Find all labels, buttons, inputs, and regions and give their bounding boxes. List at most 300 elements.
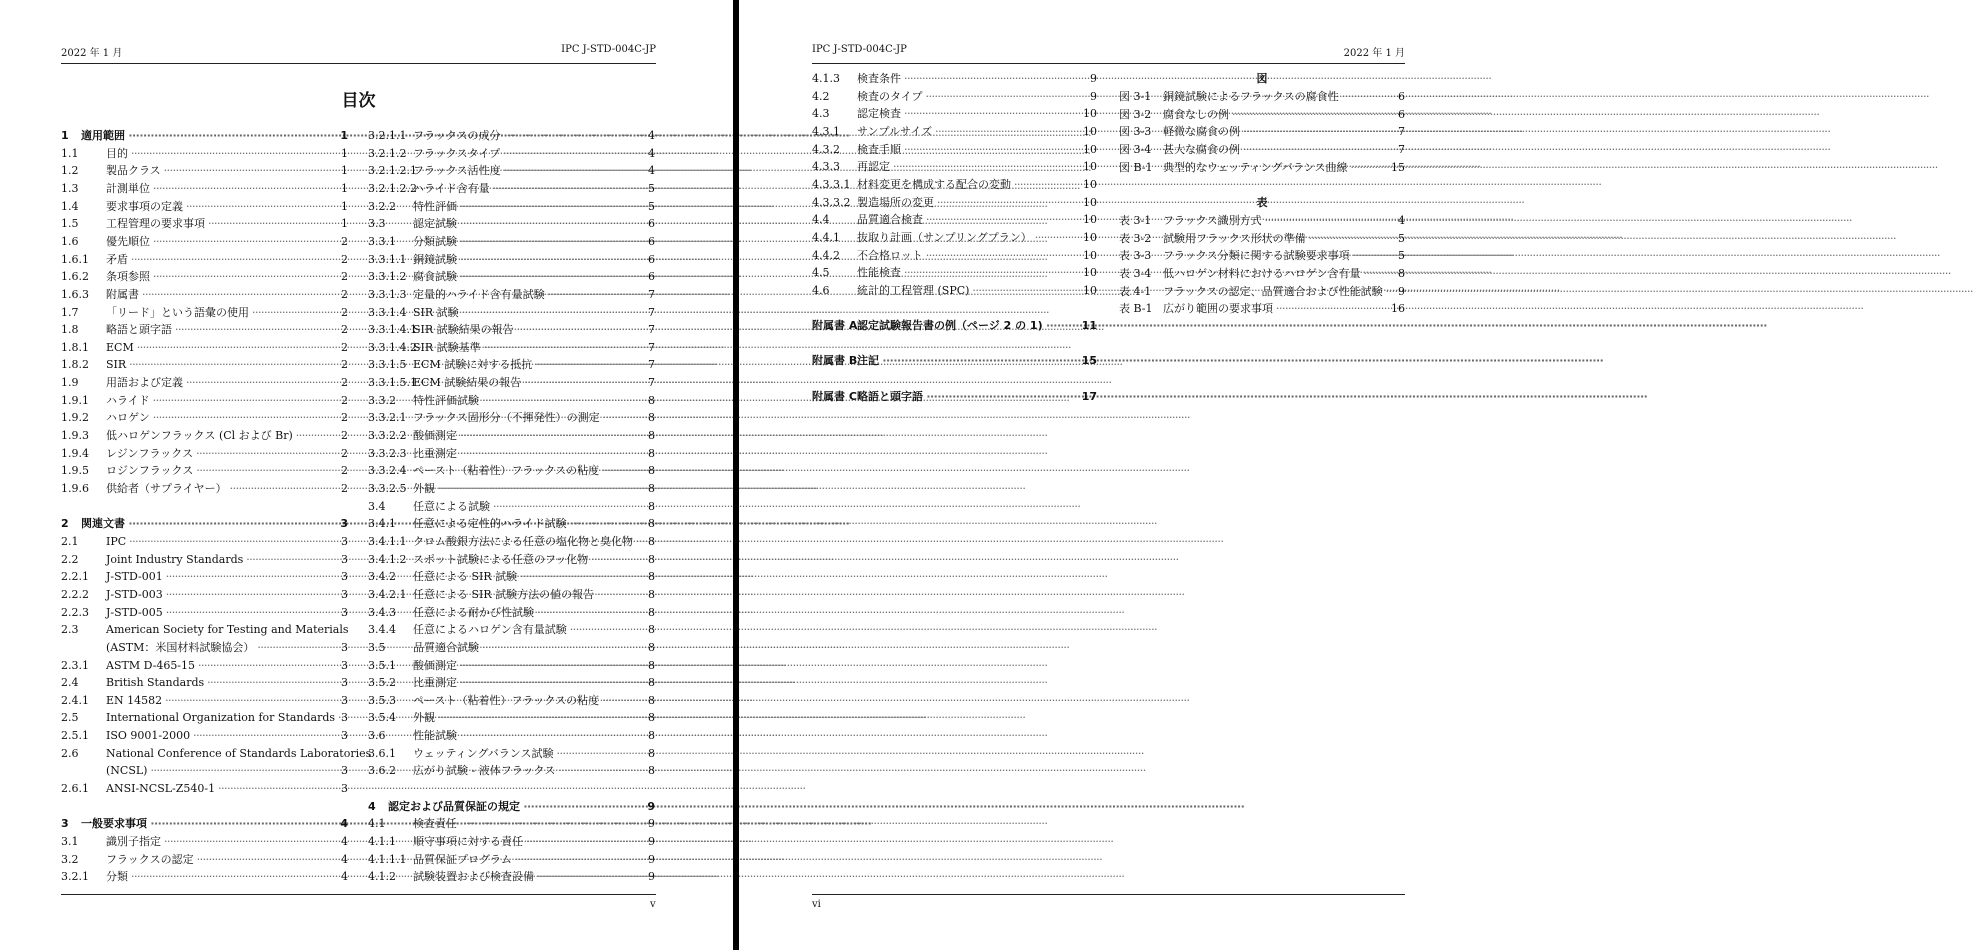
toc-entry-number: 4.4.1 [812,230,840,244]
toc-entry-number: 2.2.1 [61,570,89,584]
toc-entry[interactable] [368,851,655,869]
toc-entry[interactable] [61,356,348,374]
toc-entry[interactable] [61,268,348,286]
toc-entry[interactable] [61,321,348,339]
toc-entry-number: 4.4.2 [812,248,840,262]
toc-entry-title: 特性評価 ····· [413,198,639,216]
toc-entry-title: 認定検査 ····· [857,105,1081,123]
toc-entry-page: 10 [1083,230,1097,244]
toc-entry[interactable] [368,268,655,286]
toc-entry-page: 15 [1081,354,1097,368]
tables-heading: 表 [1256,196,1268,209]
toc-entry-title: ロジンフラックス ····· [106,462,332,480]
toc-entry-number: 2.4 [61,676,79,690]
toc-entry-title: フラックスの認定 ····· [106,851,332,869]
toc-entry-title: 試験装置および検査設備 ····· [413,868,639,886]
toc-entry[interactable] [368,533,655,551]
toc-entry-page: 8 [648,482,655,495]
toc-entry[interactable] [368,868,655,886]
toc-entry-title: SIR 試験結果の報告 ····· [413,321,639,339]
toc-entry[interactable] [812,211,1097,229]
toc-entry-title: 製造場所の変更 ····· [857,194,1081,212]
toc-entry-title: ハライド ····· [106,392,332,410]
toc-entry-number: 1.1 [61,146,79,160]
toc-entry-number: 3.6.2 [368,764,396,778]
toc-entry-number: 4.1.1.1 [368,852,407,866]
toc-entry-number: 3.3.1.4.2 [368,340,417,354]
toc-entry-page: 15 [1391,160,1405,174]
toc-entry[interactable] [61,727,348,745]
toc-entry-page: 10 [1083,177,1097,191]
toc-entry-page: 10 [1083,283,1097,297]
toc-entry[interactable] [61,692,348,710]
toc-entry[interactable] [368,727,655,745]
toc-entry[interactable] [61,657,348,675]
toc-entry-number: 3.5.3 [368,693,396,707]
toc-entry-page: 10 [1083,124,1097,138]
toc-entry-title: 酸価測定 ····· [413,427,639,445]
toc-entry-title: 略語と頭字語 ····· [857,388,1081,406]
toc-entry-page: 9 [647,799,655,813]
toc-entry-number: 3.3.2 [368,393,396,407]
toc-entry-number: 2.5.1 [61,729,89,743]
toc-entry-title: クロム酸銀方法による任意の塩化物と臭化物 ····· [413,533,639,551]
toc-entry[interactable] [368,374,655,392]
toc-entry-number: 3.3 [368,217,386,231]
toc-entry-page: 6 [648,270,655,284]
toc-entry[interactable] [368,568,655,586]
toc-entry[interactable] [61,215,348,233]
toc-entry-number: 2.5 [61,711,79,725]
toc-entry[interactable] [61,851,348,869]
toc-entry[interactable] [61,639,348,657]
toc-entry-page: 9 [648,870,655,884]
toc-entry[interactable] [812,194,1097,212]
toc-entry[interactable] [61,551,348,569]
toc-entry-number: 3.3.2.3 [368,446,407,460]
toc-entry-page: 1 [340,129,348,142]
toc-entry-page: 5 [648,181,655,195]
toc-entry-page: 7 [648,287,655,301]
toc-entry[interactable] [1119,123,1405,141]
toc-entry[interactable] [61,233,348,251]
toc-entry-title: 定量的ハライド含有量試験 ····· [413,286,639,304]
toc-entry-number: 4.5 [812,266,830,280]
toc-entry-page: 3 [341,693,348,707]
toc-entry-title: 注記 ····· [857,352,1081,370]
toc-entry-title: 不合格ロット ····· [857,247,1081,265]
toc-entry[interactable] [61,674,348,692]
toc-entry-page: 8 [648,764,655,778]
toc-entry-page: 3 [341,764,348,778]
toc-entry-title: ASTM D-465-15 ····· [106,657,332,675]
toc-entry[interactable] [61,480,348,498]
toc-entry-title: American Society for Testing and Materials [106,623,349,637]
toc-entry-page: 10 [1083,248,1097,262]
toc-entry-title: ペースト（粘着性）フラックスの粘度 ····· [413,462,639,480]
toc-entry-page: 8 [648,464,655,478]
toc-entry[interactable] [368,692,655,710]
header-doc-id: IPC J-STD-004C-JP [812,44,907,55]
toc-entry[interactable] [1119,230,1405,248]
toc-entry-number: 3.5 [368,640,386,654]
toc-entry-number: 3.3.1.2 [368,270,407,284]
toc-entry-page: 8 [648,570,655,584]
toc-entry[interactable] [61,180,348,198]
toc-entry-number: 3.2.1 [61,870,89,884]
toc-entry[interactable] [1119,283,1405,301]
toc-entry[interactable] [812,70,1097,88]
toc-entry-page: 7 [1398,142,1405,156]
toc-section-heading[interactable] [61,815,348,833]
toc-entry[interactable] [61,374,348,392]
toc-entry-title: 任意によるハロゲン含有量試験 ····· [413,621,639,639]
toc-entry[interactable] [61,286,348,304]
toc-entry[interactable] [1119,212,1405,230]
toc-entry-page: 2 [341,340,348,354]
toc-entry-number: 1.8.2 [61,358,89,372]
toc-entry-title: Joint Industry Standards ····· [106,551,332,569]
toc-entry-page: 8 [648,658,655,672]
toc-entry-title: レジンフラックス ····· [106,445,332,463]
toc-entry[interactable] [61,162,348,180]
toc-entry-title: 任意による定性的ハライド試験 ····· [413,515,639,533]
toc-entry[interactable] [812,141,1097,159]
toc-entry-title: 認定および品質保証の規定 ····· [388,798,639,816]
toc-entry-number: 2.3.1 [61,658,89,672]
toc-entry-page: 8 [648,711,655,725]
toc-entry-number: 3.2.1.1 [368,129,407,142]
toc-entry[interactable] [61,251,348,269]
toc-entry-title: 認定試験報告書の例（ページ 2 の 1) ····· [857,317,1081,335]
toc-entry-page: 10 [1083,266,1097,280]
toc-entry-number: 3.2.1.2.2 [368,181,417,195]
toc-entry-number: 2.4.1 [61,693,89,707]
toc-entry[interactable] [812,158,1097,176]
toc-entry-number: 4.3.3.2 [812,195,851,209]
toc-entry[interactable] [1119,247,1405,265]
toc-section-heading[interactable] [61,515,348,533]
toc-entry-number: 表 3-2 [1119,231,1152,245]
toc-entry-title: IPC ····· [106,533,332,551]
toc-entry-number: 4 [368,799,376,813]
toc-entry[interactable] [1119,141,1405,159]
toc-entry-number: 3.4.4 [368,623,396,637]
toc-entry-title: 低ハロゲンフラックス (Cl および Br) ····· [106,427,332,445]
toc-entry-page: 9 [1090,72,1097,85]
toc-entry-page: 2 [341,358,348,372]
toc-entry[interactable] [61,198,348,216]
toc-entry-page: 7 [648,358,655,372]
toc-entry-number: 3.4.1 [368,517,396,531]
toc-entry-page: 2 [341,446,348,460]
toc-entry-number: 2.1 [61,534,79,548]
toc-entry-number: 3.1 [61,835,79,848]
toc-entry-page: 4 [648,164,655,178]
toc-entry[interactable] [812,176,1097,194]
toc-section-heading[interactable] [812,388,1097,406]
toc-entry[interactable] [812,123,1097,141]
toc-entry[interactable] [61,780,348,798]
toc-entry-page: 2 [341,252,348,266]
toc-entry[interactable] [1119,106,1405,124]
toc-entry-title: 略語と頭字語 ····· [106,321,332,339]
toc-entry[interactable] [368,498,655,516]
toc-entry-page: 7 [648,323,655,337]
toc-entry-number: 表 3-1 [1119,214,1152,227]
right-page [739,0,1474,950]
footer-rule [812,894,1405,895]
toc-entry-title: SIR ····· [106,356,332,374]
toc-entry-title: 一般要求事項 ····· [81,815,332,833]
toc-entry-page: 3 [341,570,348,584]
toc-entry[interactable] [61,304,348,322]
toc-entry[interactable] [61,568,348,586]
toc-entry[interactable] [61,533,348,551]
toc-entry[interactable] [368,321,655,339]
toc-entry[interactable] [61,868,348,886]
toc-entry-page: 10 [1083,213,1097,227]
toc-entry-page: 6 [648,252,655,266]
toc-entry-number: 4.1.3 [812,72,840,85]
toc-entry[interactable] [368,480,655,498]
toc-section-heading[interactable] [812,317,1097,335]
toc-entry-number: 1.2 [61,164,79,178]
toc-section-heading[interactable] [61,127,348,145]
toc-entry-page: 8 [648,429,655,443]
toc-entry-title: 軽微な腐食の例 ····· [1163,123,1389,141]
toc-entry[interactable] [368,815,655,833]
toc-entry-title: J-STD-003 ····· [106,586,332,604]
toc-entry[interactable] [368,745,655,763]
toc-entry-page: 1 [341,217,348,231]
toc-entry[interactable] [368,427,655,445]
toc-entry-number: 1.6.3 [61,287,89,301]
toc-entry-title: 検査のタイプ ····· [857,88,1081,106]
toc-entry-title: 条項参照 ····· [106,268,332,286]
toc-entry-number: 3.2 [61,852,79,866]
toc-entry-title: 検査責任 ····· [413,815,639,833]
toc-entry[interactable] [368,215,655,233]
toc-entry-title: 材料変更を構成する配合の変動 ····· [857,176,1081,194]
toc-entry[interactable] [368,515,655,533]
toc-entry-number: 表 B-1 [1119,302,1153,316]
toc-entry-page: 8 [648,587,655,601]
toc-entry-title: フラックスの認定、品質適合および性能試験 ····· [1163,283,1389,301]
toc-entry[interactable] [812,282,1097,300]
toc-entry-page: 6 [648,217,655,231]
toc-entry[interactable] [368,586,655,604]
toc-entry[interactable] [61,427,348,445]
toc-entry[interactable] [61,409,348,427]
toc-entry-page: 8 [648,552,655,566]
toc-entry[interactable] [812,88,1097,106]
toc-entry-page: 7 [648,376,655,390]
toc-entry-page: 11 [1081,319,1097,333]
toc-entry-title: ISO 9001-2000 ····· [106,727,332,745]
toc-entry-title: ECM 試験に対する抵抗 ····· [413,356,639,374]
toc-section-heading[interactable] [812,352,1097,370]
toc-entry[interactable] [61,392,348,410]
toc-entry[interactable] [368,180,655,198]
toc-entry[interactable] [812,105,1097,123]
toc-entry-title: ECM 試験結果の報告 ····· [413,374,639,392]
toc-entry[interactable] [368,445,655,463]
toc-entry[interactable] [1119,88,1405,106]
toc-section-heading[interactable] [368,798,655,816]
toc-entry-number: 2.6 [61,746,79,760]
toc-entry[interactable] [368,462,655,480]
figures-heading: 図 [1256,72,1268,85]
toc-entry-title: フラックス識別方式 ····· [1163,212,1389,230]
header-doc-id: IPC J-STD-004C-JP [561,44,656,55]
toc-entry[interactable] [368,356,655,374]
toc-entry[interactable] [1119,300,1405,318]
toc-entry-title: 用語および定義 ····· [106,374,332,392]
toc-entry-page: 6 [648,234,655,248]
page-title: 目次 [341,91,376,111]
toc-entry-page: 2 [341,464,348,478]
toc-entry[interactable] [61,445,348,463]
toc-entry-page: 4 [648,129,655,142]
toc-entry-page: 2 [341,429,348,443]
toc-entry-number: 3.6 [368,729,386,743]
toc-entry[interactable] [61,762,348,780]
toc-entry[interactable] [368,674,655,692]
toc-entry-title: 附属書 ····· [106,286,332,304]
toc-entry[interactable] [368,339,655,357]
toc-entry[interactable] [812,247,1097,265]
toc-entry[interactable] [1119,159,1405,177]
toc-entry-title: 目的 ····· [106,145,332,163]
toc-entry-page: 2 [341,323,348,337]
toc-entry[interactable] [368,286,655,304]
toc-entry-page: 10 [1083,142,1097,156]
toc-entry-number: 4.1.1 [368,835,396,848]
toc-entry-number: 3.3.1.1 [368,252,407,266]
toc-entry-title: 比重測定 ····· [413,445,639,463]
toc-entry-number: 図 3-2 [1119,107,1152,121]
toc-entry-number: 3.6.1 [368,746,396,760]
toc-entry-number: 4.6 [812,283,830,297]
toc-entry-title: 工程管理の要求事項 ····· [106,215,332,233]
toc-entry[interactable] [61,709,348,727]
toc-entry-number: 図 3-4 [1119,142,1152,156]
toc-entry[interactable] [368,233,655,251]
toc-entry[interactable] [61,145,348,163]
toc-entry[interactable] [61,621,348,639]
toc-entry[interactable] [368,145,655,163]
toc-entry[interactable] [61,745,372,763]
toc-entry-number: 1.4 [61,199,79,213]
toc-entry-title: 広がり試験 - 液体フラックス ····· [413,762,639,780]
toc-entry[interactable] [368,833,655,851]
toc-entry-page: 9 [648,817,655,831]
toc-entry-page: 1 [341,146,348,160]
toc-entry[interactable] [1119,265,1405,283]
toc-entry-page: 3 [341,676,348,690]
toc-entry[interactable] [61,462,348,480]
toc-entry-title: 低ハロゲン材料におけるハロゲン含有量 ····· [1163,265,1389,283]
toc-entry-number: 3.3.1.5 [368,358,407,372]
toc-entry-page: 2 [341,270,348,284]
toc-entry-title: J-STD-001 ····· [106,568,332,586]
toc-entry-number: 1.3 [61,181,79,195]
header-date: 2022 年 1 月 [61,48,123,59]
toc-entry-title: 試験用フラックス形状の準備 ····· [1163,230,1389,248]
toc-entry[interactable] [368,127,655,145]
toc-entry-title: SIR 試験基準 ····· [413,339,639,357]
toc-entry[interactable] [368,604,655,622]
toc-entry-number: 3.2.2 [368,199,396,213]
toc-entry-number: 3.3.2.2 [368,429,407,443]
toc-entry[interactable] [368,762,655,780]
toc-entry-number: 1.9.5 [61,464,89,478]
toc-entry-title: 再認定 ····· [857,158,1081,176]
toc-entry-number: 3.5.2 [368,676,396,690]
toc-entry[interactable] [812,264,1097,282]
toc-entry[interactable] [812,229,1097,247]
toc-entry-title: 甚大な腐食の例 ····· [1163,141,1389,159]
toc-entry-title: 「リード」という語彙の使用 ····· [106,304,332,322]
toc-entry-title: 識別子指定 ····· [106,833,332,851]
toc-entry[interactable] [368,198,655,216]
toc-entry[interactable] [368,709,655,727]
toc-entry[interactable] [368,304,655,322]
toc-entry-number: 附属書 A [812,319,858,333]
toc-entry-title: フラックス分類に関する試験要求事項 ····· [1163,247,1389,265]
toc-entry[interactable] [368,657,655,675]
toc-entry-page: 2 [341,482,348,495]
toc-entry-page: 10 [1083,160,1097,174]
toc-entry[interactable] [368,551,655,569]
toc-entry-number: 3 [61,817,69,831]
toc-entry-page: 3 [341,711,348,725]
toc-entry-title: サンプルサイズ ····· [857,123,1081,141]
toc-entry[interactable] [368,409,655,427]
toc-entry[interactable] [61,833,348,851]
toc-entry-number: 4.1 [368,817,386,831]
toc-entry-title: EN 14582 ····· [106,692,332,710]
toc-entry[interactable] [368,621,655,639]
toc-entry-title: 適用範囲 ····· [81,127,332,145]
toc-entry-title: ハロゲン ····· [106,409,332,427]
toc-entry[interactable] [368,162,655,180]
toc-entry-number: 図 B-1 [1119,160,1153,174]
toc-entry[interactable] [368,251,655,269]
toc-entry-title: 供給者（サプライヤー） ····· [106,480,332,498]
toc-entry-number: 2.3 [61,623,79,637]
toc-entry-title: British Standards ····· [106,674,332,692]
toc-entry[interactable] [61,339,348,357]
toc-entry-page: 4 [340,817,348,831]
toc-entry[interactable] [61,586,348,604]
toc-entry-number: 4.3.1 [812,124,840,138]
toc-entry-number: 3.4.2.1 [368,587,407,601]
toc-entry-page: 10 [1083,195,1097,209]
toc-entry-title: 任意による SIR 試験 ····· [413,568,639,586]
toc-entry-number: 3.3.1.5.1 [368,376,417,390]
toc-entry[interactable] [368,639,655,657]
toc-entry-title: フラックス固形分（不揮発性）の測定 ····· [413,409,639,427]
toc-entry-title: 関連文書 ····· [81,515,332,533]
toc-entry-title: (ASTM：米国材料試験協会） ····· [106,639,332,657]
toc-entry[interactable] [368,392,655,410]
toc-entry-number: 1.7 [61,305,79,319]
toc-entry-title: 銅鏡試験 ····· [413,251,639,269]
toc-entry[interactable] [61,604,348,622]
toc-entry-title: フラックス活性度 ····· [413,162,639,180]
